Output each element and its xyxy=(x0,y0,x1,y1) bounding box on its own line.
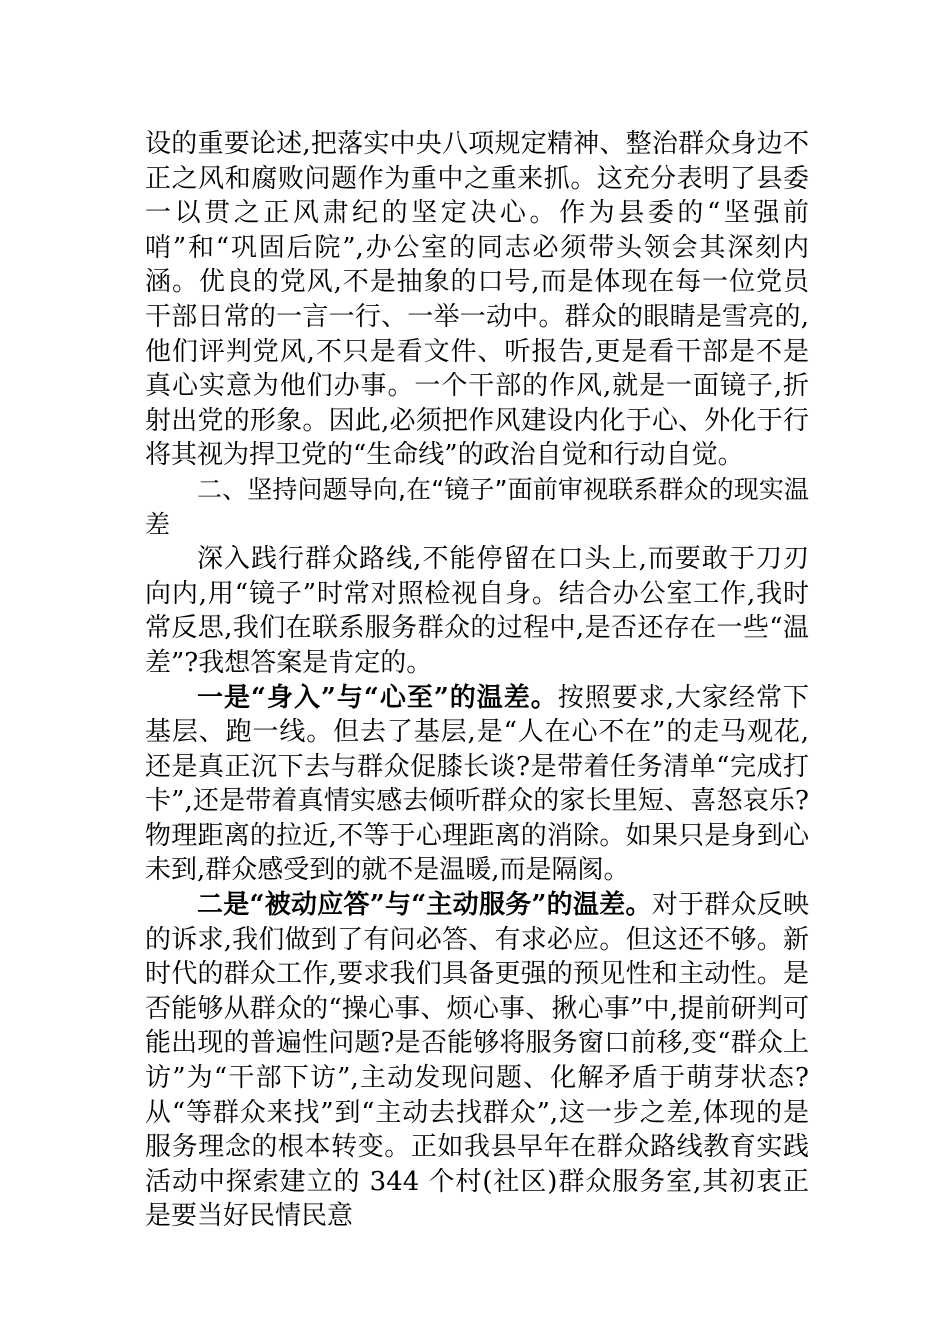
point-two-body: 对于群众反映的诉求,我们做到了有问必答、有求必应。但这还不够。新时代的群众工作,要求我们具备更强的预见性和主动性。是否能够从群众的“操心事、烦心事、揪心事”中,提前研判可能出现的普遍性问题?是否能够将服务窗口前移,变“群众上访”为“干部下访”,主动发现问题、化解矛盾于萌芽状态?从“等群众来找”到“主动去找群众”,这一步之差,体现的是服务理念的根本转变。正如我县早年在群众路线教育实践活动中探索建立的 344 个村(社区)群众服务室,其初衷正是要当好民情民意 xyxy=(145,890,809,1232)
point-one-body: 按照要求,大家经常下基层、跑一线。但去了基层,是“人在心不在”的走马观花,还是真正沉下去与群众促膝长谈?是带着任务清单“完成打卡”,还是带着真情实感去倾听群众的家长里短、喜怒哀乐?物理距离的拉近,不等于心理距离的消除。如果只是身到心未到,群众感受到的就不是温暖,而是隔阂。 xyxy=(145,682,809,886)
paragraph-point-one xyxy=(145,681,809,889)
paragraph-point-two xyxy=(145,888,809,1234)
paragraph-intro: 深入践行群众路线,不能停留在口头上,而要敢于刀刃向内,用“镜子”时常对照检视自身。结合办公室工作,我时常反思,我们在联系服务群众的过程中,是否还存在一些“温差”?我想答案是肯定的。 xyxy=(145,544,809,678)
point-two-lead: 二是“被动应答”与“主动服务”的温差。 xyxy=(197,890,652,921)
document-body xyxy=(145,127,809,1234)
section-heading: 二、坚持问题导向,在“镜子”面前审视联系群众的现实温差 xyxy=(145,474,809,539)
paragraph-continued: 设的重要论述,把落实中央八项规定精神、整治群众身边不正之风和腐败问题作为重中之重来抓。这充分表明了县委一以贯之正风肃纪的坚定决心。作为县委的“坚强前哨”和“巩固后院”,办公室的同志必须带头领会其深刻内涵。优良的党风,不是抽象的口号,而是体现在每一位党员干部日常的一言一行、一举一动中。群众的眼睛是雪亮的,他们评判党风,不只是看文件、听报告,更是看干部是不是真心实意为他们办事。一个干部的作风,就是一面镜子,折射出党的形象。因此,必须把作风建设内化于心、外化于行将其视为捍卫党的“生命线”的政治自觉和行动自觉。 xyxy=(145,129,809,471)
point-one-lead: 一是“身入”与“心至”的温差。 xyxy=(197,682,558,713)
